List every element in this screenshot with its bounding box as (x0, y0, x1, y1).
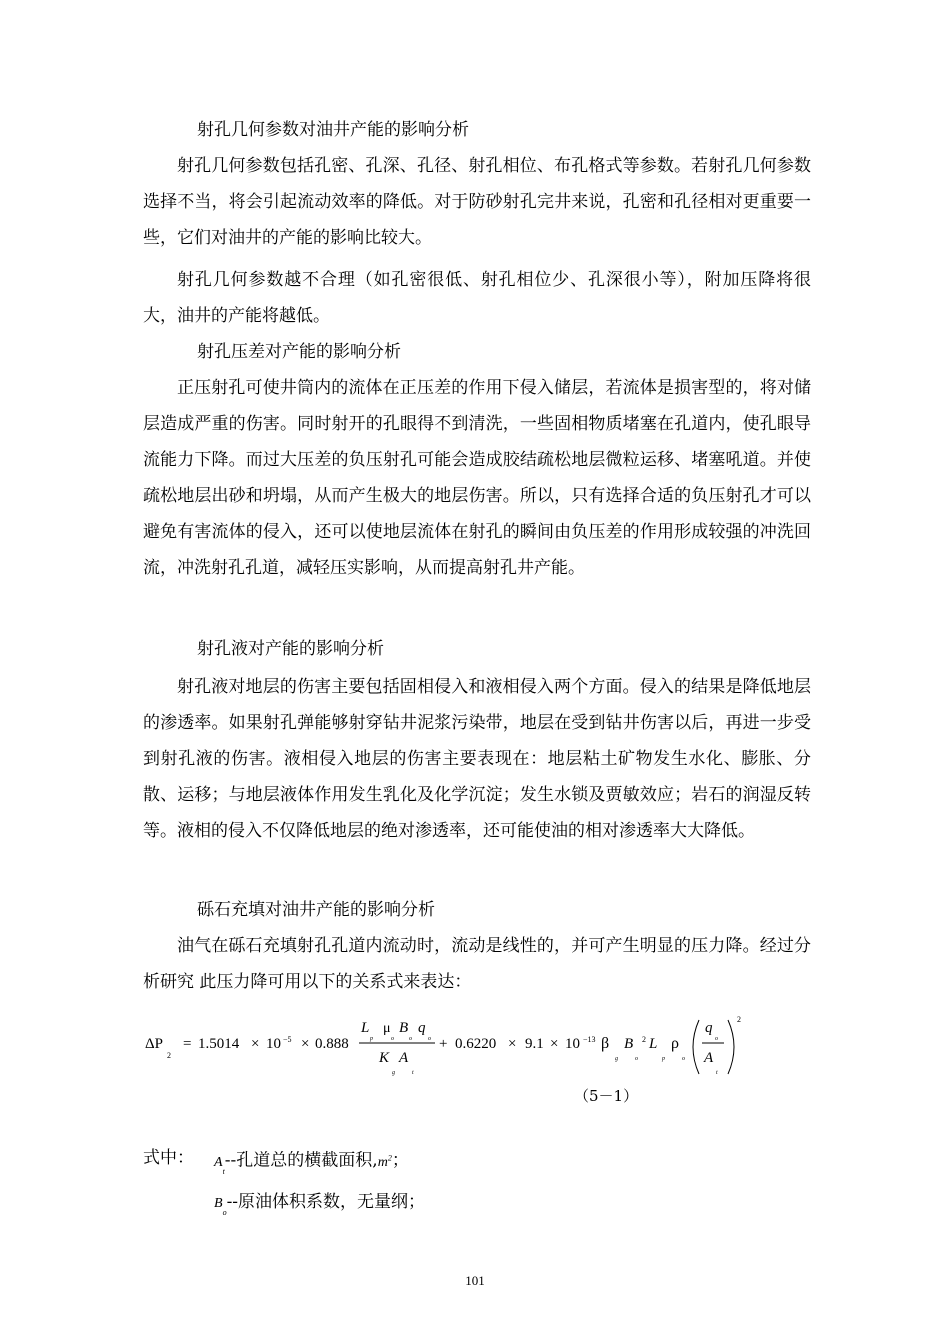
formula-L: L (649, 1036, 658, 1052)
paragraph: 射孔几何参数越不合理（如孔密很低、射孔相位少、孔深很小等），附加压降将很大，油井的产能将越低。 (143, 270, 811, 326)
formula-sub-o: o (715, 1036, 718, 1042)
formula-plus: + (439, 1036, 448, 1052)
formula-c4: 9.1 (525, 1036, 544, 1052)
formula-frac-q: q (705, 1020, 713, 1036)
formula-times: × (550, 1036, 559, 1052)
paragraph: 正压射孔可使井筒内的流体在正压差的作用下侵入储层，若流体是损害型的，将对储层造成严重的伤害。同时射开的孔眼得不到清洗，一些固相物质堵塞在孔道内，使孔眼导流能力下降。而过大压差的负压射孔可能会造成胶结疏松地层微粒运移、堵塞吼道。并使疏松地层出砂和坍塌，从而产生极大的地层伤害。所以，只有选择合适的负压射孔才可以避免有害流体的侵入，还可以使地层流体在射孔的瞬间由负压差的作用形成较强的冲洗回流，冲洗射孔孔道，减轻压实影响，从而提高射孔井产能。 (143, 378, 811, 578)
formula-c3: 0.6220 (455, 1036, 497, 1052)
formula-sq: 2 (642, 1035, 646, 1044)
formula-den-K: K (379, 1050, 390, 1066)
formula-times: × (301, 1036, 310, 1052)
left-paren (693, 1020, 699, 1074)
unit: $m^2$ (377, 1153, 392, 1170)
section-heading-perforating-fluid: 射孔液对产能的影响分析 (197, 639, 384, 659)
definition-Bo (214, 1190, 425, 1217)
formula-ten: 10 (565, 1036, 580, 1052)
formula-sub-g: g (615, 1056, 618, 1062)
symbol: $B_o$ (214, 1196, 227, 1217)
page-number: 101 (465, 1273, 485, 1288)
formula-sub-o: o (391, 1036, 394, 1042)
formula-svg (143, 1012, 783, 1082)
formula-beta: β (601, 1035, 610, 1052)
formula-frac-A: A (704, 1050, 714, 1066)
equation-number: （5－1） (574, 1087, 639, 1105)
formula-sub-o: o (635, 1056, 638, 1062)
formula-sub-o: o (409, 1036, 412, 1042)
formula-exp2: −13 (583, 1035, 596, 1044)
pressure-drop-formula (143, 1012, 783, 1082)
right-paren (728, 1020, 734, 1074)
formula-num-L: L (361, 1020, 370, 1036)
formula-eq: = (183, 1036, 192, 1052)
formula-sub-t: t (412, 1070, 414, 1076)
where-label: 式中： (143, 1148, 194, 1168)
paragraph: 射孔几何参数包括孔密、孔深、孔径、射孔相位、布孔格式等参数。若射孔几何参数选择不当，将会引起流动效率的降低。对于防砂射孔完井来说，孔密和孔径相对更重要一些，它们对油井的产能的影响比较大。 (143, 156, 811, 248)
definition-At (214, 1146, 409, 1176)
formula-sub-o: o (682, 1056, 685, 1062)
formula-times: × (508, 1036, 517, 1052)
section-heading-perforation-pressure: 射孔压差对产能的影响分析 (197, 342, 401, 362)
formula-times: × (251, 1036, 260, 1052)
definition-text: --原油体积系数，无量纲； (226, 1192, 426, 1212)
formula-c2: 0.888 (315, 1036, 349, 1052)
formula-B: B (624, 1036, 634, 1052)
formula-sub-t: t (716, 1070, 718, 1076)
formula-num-B: B (399, 1020, 409, 1036)
formula-num-mu: μ (383, 1021, 391, 1036)
formula-sub-g: g (392, 1070, 395, 1076)
formula-rho: ρ (671, 1035, 679, 1052)
formula-lhs: ΔP (145, 1036, 163, 1052)
section-heading-gravel-pack: 砾石充填对油井产能的影响分析 (197, 900, 435, 920)
formula-ten: 10 (266, 1036, 281, 1052)
formula-sq: 2 (737, 1015, 741, 1024)
formula-sub-o: o (428, 1036, 431, 1042)
section-heading-perforation-geometry: 射孔几何参数对油井产能的影响分析 (197, 120, 469, 140)
formula-sub-p: p (370, 1036, 373, 1042)
formula-sub-p: p (662, 1056, 665, 1062)
formula-num-q: q (418, 1020, 426, 1036)
symbol: $A_t$ (214, 1154, 225, 1176)
formula-c1: 1.5014 (198, 1036, 240, 1052)
paragraph: 油气在砾石充填射孔孔道内流动时，流动是线性的，并可产生明显的压力降。经过分析研究 此压力降可用以下的关系式来表达： (143, 936, 811, 992)
definition-tail: ； (391, 1150, 409, 1171)
formula-lhs-sub: 2 (167, 1051, 171, 1060)
definition-text: --孔道总的横截面积, (224, 1150, 378, 1171)
formula-exp1: −5 (283, 1035, 292, 1044)
paragraph: 射孔液对地层的伤害主要包括固相侵入和液相侵入两个方面。侵入的结果是降低地层的渗透率。如果射孔弹能够射穿钻井泥浆污染带，地层在受到钻井伤害以后，再进一步受到射孔液的伤害。液相侵入地层的伤害主要表现在：地层粘土矿物发生水化、膨胀、分散、运移；与地层液体作用发生乳化及化学沉淀；发生水锁及贾敏效应；岩石的润湿反转等。液相的侵入不仅降低地层的绝对渗透率，还可能使油的相对渗透率大大降低。 (143, 677, 811, 841)
formula-den-A: A (399, 1050, 409, 1066)
